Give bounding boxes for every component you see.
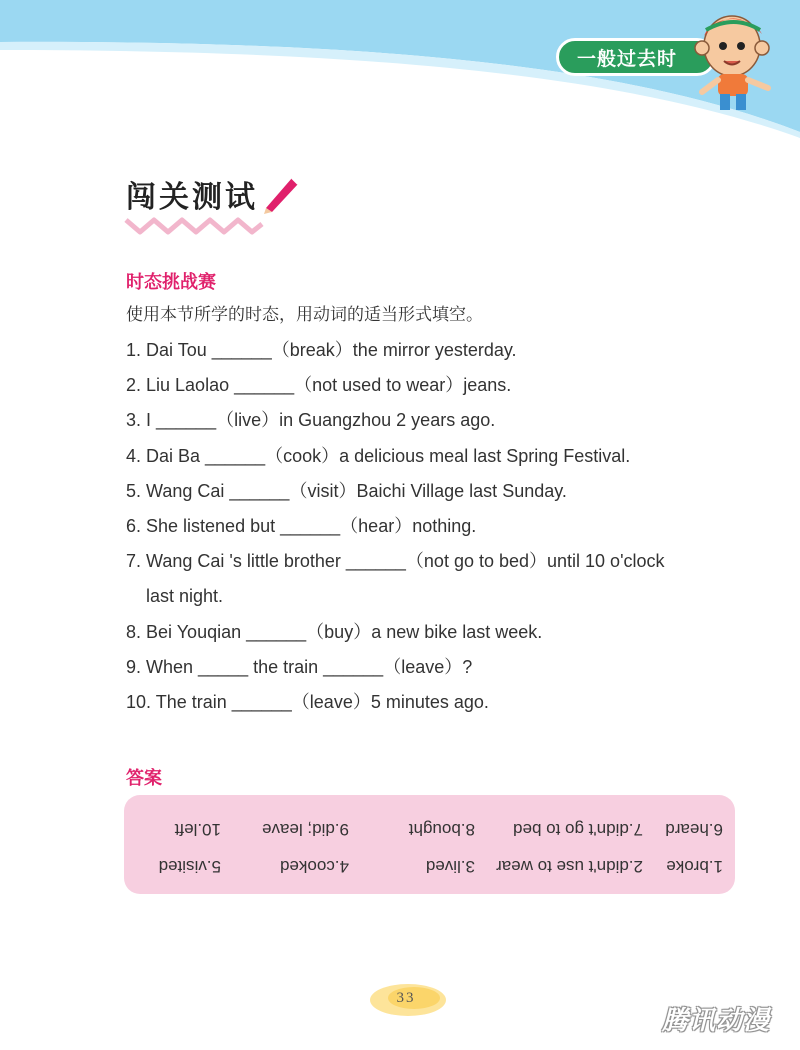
answer-item: 1.broke (666, 857, 723, 876)
question-item: 4. Dai Ba ______（cook）a delicious meal last Spring Festival. (126, 445, 631, 466)
question-item: 6. She listened but ______（hear）nothing. (126, 516, 477, 537)
answer-item: 9.did; leave (262, 820, 349, 839)
header-tag: 一般过去时 (556, 38, 716, 76)
question-item: 3. I ______（live）in Guangzhou 2 years ago. (126, 410, 496, 431)
answer-box (124, 795, 735, 894)
answer-item: 2.didn't use to wear (496, 857, 643, 876)
question-item: 7. Wang Cai 's little brother ______（not go to bed）until 10 o'clock (126, 551, 665, 572)
answer-item: 10.left (174, 820, 221, 839)
answer-row-1 (133, 856, 723, 876)
question-item: 5. Wang Cai ______（visit）Baichi Village last Sunday. (126, 480, 567, 501)
pencil-icon (258, 172, 302, 216)
answer-item: 5.visited (158, 857, 221, 876)
exercise-heading: 时态挑战赛 (126, 272, 216, 292)
zigzag-decoration (124, 214, 264, 238)
answer-item: 4.cooked (280, 857, 349, 876)
question-continuation: last night. (146, 586, 224, 607)
answer-row-2 (133, 819, 723, 839)
answers-heading: 答案 (126, 768, 162, 788)
question-item: 9. When _____ the train ______（leave）? (126, 656, 473, 677)
question-item: 1. Dai Tou ______（break）the mirror yesterday. (126, 340, 517, 360)
page-number: 33 (396, 990, 416, 1006)
question-item: 10. The train ______（leave）5 minutes ago. (126, 692, 489, 713)
mascot-illustration (688, 6, 798, 118)
question-item: 8. Bei Youqian ______（buy）a new bike last week. (126, 621, 543, 642)
question-item: 2. Liu Laolao ______（not used to wear）jeans. (126, 375, 512, 396)
question-list (126, 333, 766, 720)
answer-item: 7.didn't go to bed (513, 820, 643, 839)
answer-item: 3.lived (425, 857, 475, 876)
answer-upside-down (124, 795, 735, 894)
watermark-logo: 腾讯动漫 (662, 1006, 771, 1036)
answer-item: 8.bought (408, 820, 475, 839)
section-title: 闯关测试 (126, 180, 258, 215)
exercise-instruction: 使用本节所学的时态，用动词的适当形式填空。 (126, 305, 483, 324)
answer-item: 6.heard (665, 820, 723, 839)
